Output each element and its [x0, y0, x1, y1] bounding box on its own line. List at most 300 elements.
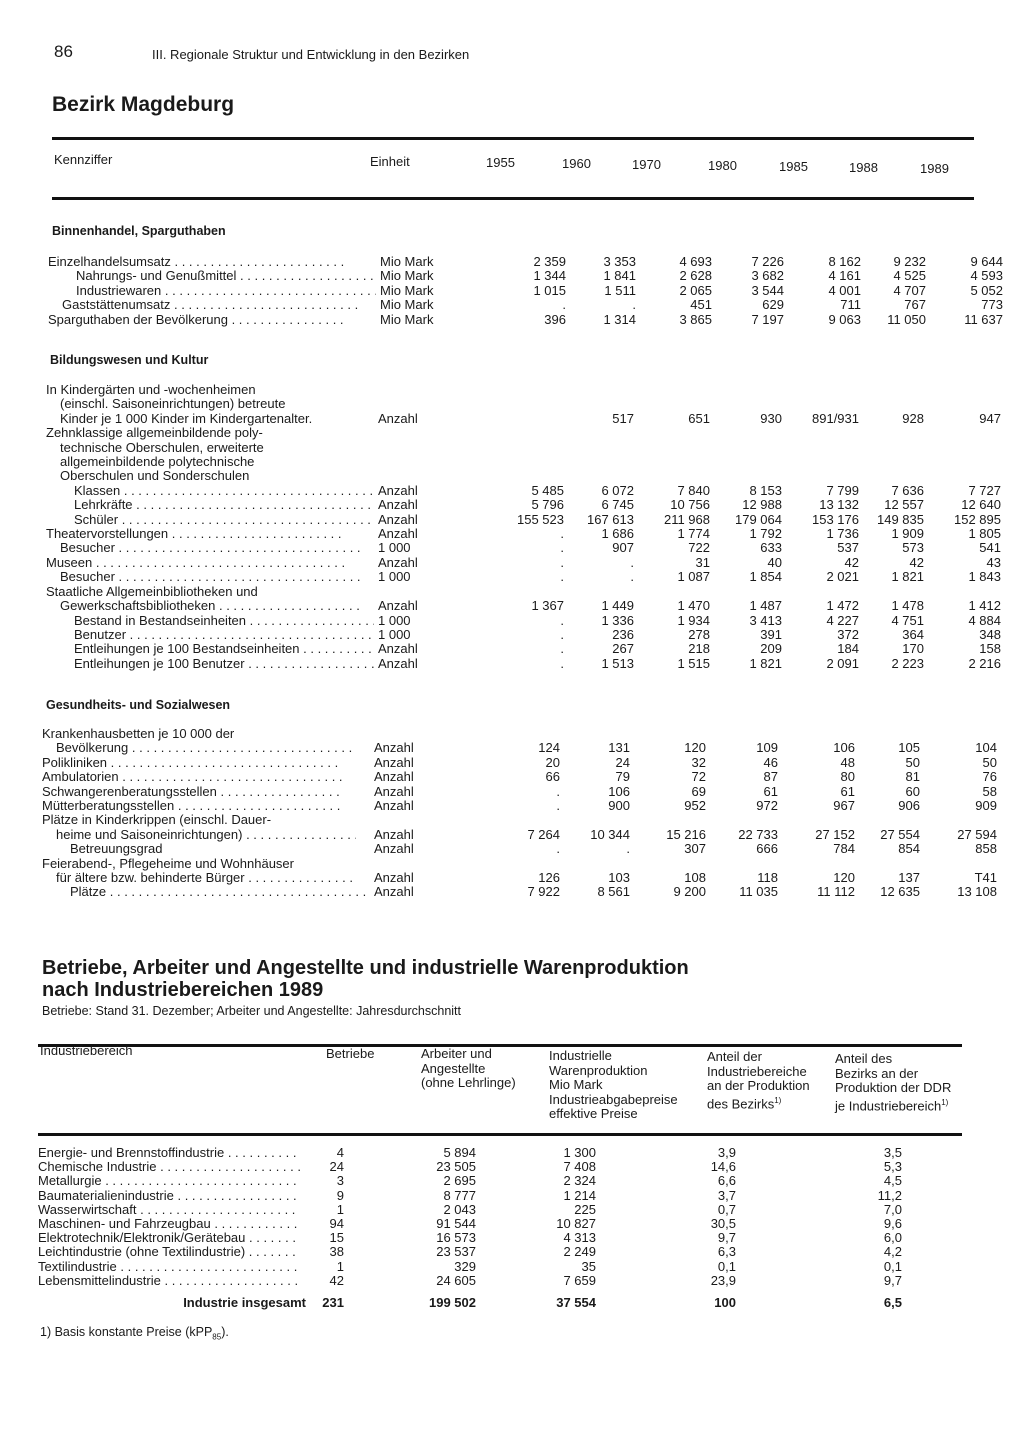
cell-1988: 137 [898, 870, 920, 886]
cell-1980: 61 [763, 783, 778, 799]
table2-title-line2: nach Industriebereichen 1989 [42, 979, 324, 1001]
cell-1980 [706, 813, 778, 827]
cell-1985: 2 091 [826, 655, 859, 671]
cell-1955: 7 922 [527, 884, 560, 900]
row-label: heime und Saisoneinrichtungen) . . . [42, 828, 356, 842]
cell-label: Lebensmittelindustrie . . . [38, 1274, 306, 1288]
cell-1970: 9 200 [673, 884, 706, 900]
cell-1985: 4 161 [828, 268, 861, 284]
cell-1955: . [560, 626, 564, 642]
cell-label: Maschinen- und Fahrzeugbau . . . [38, 1217, 306, 1231]
cell-1970 [630, 857, 706, 871]
cell-1985 [778, 857, 855, 871]
row-unit [374, 397, 458, 411]
cell-1970: 307 [684, 841, 706, 857]
cell-1980: 179 064 [735, 511, 782, 527]
cell-1955: 155 523 [517, 511, 564, 527]
total-row [38, 1288, 992, 1310]
cell-1988: 27 554 [880, 826, 920, 842]
table-row [48, 255, 1003, 269]
table-row [46, 527, 1001, 541]
row-unit: Anzahl [378, 482, 418, 498]
table-row [46, 412, 1001, 426]
page-number: 86 [54, 42, 73, 61]
row-unit: Anzahl [378, 497, 418, 513]
cell-label: Metallurgie . . . [38, 1174, 306, 1188]
cell-arbeiter: 8 777 [443, 1187, 476, 1203]
table-row [38, 1160, 992, 1174]
cell-1970: 1 087 [677, 569, 710, 585]
row-label: Theatervorstellungen . . . [46, 527, 346, 541]
row-label: Betreuungsgrad [70, 842, 163, 857]
row-unit: 1 000 [378, 612, 411, 628]
cell-1960: 106 [608, 783, 630, 799]
table-row [38, 1260, 992, 1274]
cell-anteil-ddr: 7,0 [883, 1201, 902, 1217]
cell-1985 [782, 397, 859, 411]
cell-1960: . [630, 554, 634, 570]
row-label: Ambulatorien . . . [42, 770, 342, 784]
cell-1960: 1 511 [604, 282, 636, 298]
table-row [38, 1174, 992, 1188]
cell-1988 [859, 426, 924, 440]
cell-1988 [859, 397, 924, 411]
table-row [48, 284, 1003, 298]
cell-1960: 1 841 [603, 268, 636, 284]
row-label: Industriewaren . . . [48, 284, 376, 298]
cell-1988 [859, 441, 924, 455]
row-label: Nahrungs- und Genußmittel . . . [48, 269, 376, 283]
header-line: Bezirks an der [835, 1065, 919, 1081]
cell-label: Leichtindustrie (ohne Textilindustrie) . . . [38, 1245, 306, 1259]
cell-1970: 1 934 [677, 612, 710, 628]
cell-1988: 170 [902, 641, 924, 657]
cell-betriebe: 4 [336, 1145, 344, 1160]
cell-anteil-bezirk: 30,5 [710, 1216, 736, 1232]
cell-1955 [454, 857, 560, 871]
cell-anteil-ddr: 11,2 [877, 1187, 902, 1203]
cell-produktion: 1 300 [563, 1145, 596, 1160]
header-line: Mio Mark [549, 1077, 603, 1092]
cell-1970: 1 470 [677, 598, 710, 614]
cell-1989: 152 895 [954, 511, 1001, 527]
cell-anteil-bezirk: 23,9 [710, 1272, 736, 1288]
cell-1989: 1 805 [968, 526, 1001, 542]
cell-1989: 4 884 [968, 612, 1001, 628]
cell-1955 [458, 412, 564, 426]
cell-1970: 32 [691, 754, 706, 770]
cell-1955: 126 [538, 870, 560, 886]
cell-1985 [782, 441, 859, 455]
cell-label: Energie- und Brennstoffindustrie . . . [38, 1146, 306, 1160]
cell-1989: 13 108 [957, 884, 997, 900]
cell-1989 [924, 383, 1001, 397]
cell-1955 [458, 469, 564, 483]
cell-1988 [859, 383, 924, 397]
cell-1960: 10 344 [590, 826, 630, 842]
cell-1960: 1 686 [601, 526, 634, 542]
cell-1960: . [630, 569, 634, 585]
year-header: 1985 [779, 159, 808, 174]
cell-1960: 103 [608, 870, 630, 886]
page-title: Bezirk Magdeburg [52, 93, 235, 116]
cell-1970 [630, 727, 706, 741]
cell-arbeiter: 23 537 [436, 1244, 476, 1260]
cell-1955 [458, 426, 564, 440]
year-header: 1988 [849, 160, 878, 175]
cell-1980: 972 [756, 798, 778, 814]
cell-1980: 8 153 [749, 482, 782, 498]
table-row [42, 885, 997, 899]
cell-anteil-ddr: 6,0 [883, 1230, 902, 1246]
year-header: 1955 [486, 155, 515, 170]
row-label: Mütterberatungsstellen . . . [42, 799, 342, 813]
cell-1970: 120 [684, 740, 706, 756]
cell-1988: 60 [905, 783, 920, 799]
cell-1960: 907 [612, 540, 634, 556]
cell-1985: 80 [840, 769, 855, 785]
cell-1980: 109 [756, 740, 778, 756]
cell-1985: 13 132 [819, 497, 859, 513]
cell-1980: 209 [760, 641, 782, 657]
cell-1960: . [632, 297, 636, 313]
cell-1985: 784 [833, 841, 855, 857]
row-unit: Mio Mark [380, 297, 434, 313]
cell-1989: 858 [975, 841, 997, 857]
table-row [42, 842, 997, 856]
cell-1955: 1 015 [533, 282, 566, 298]
row-unit [374, 585, 458, 599]
cell-1980 [710, 383, 782, 397]
cell-betriebe: 1 [336, 1258, 344, 1274]
cell-1960: . [626, 841, 630, 857]
table-row [46, 397, 1001, 411]
cell-1989: 27 594 [957, 826, 997, 842]
cell-produktion: 2 324 [563, 1173, 596, 1189]
cell-anteil-ddr: 3,5 [883, 1145, 902, 1160]
cell-arbeiter: 24 605 [436, 1272, 476, 1288]
cell-1955: . [560, 612, 564, 628]
cell-1955: . [560, 540, 564, 556]
row-label: Museen . . . [46, 556, 346, 570]
cell-1960: 1 314 [603, 311, 636, 327]
cell-anteil-bezirk: 6,3 [717, 1244, 736, 1260]
cell-1955: 66 [545, 769, 560, 785]
cell-1960: 267 [612, 641, 634, 657]
row-unit: Anzahl [374, 798, 414, 814]
cell-1980 [706, 727, 778, 741]
cell-1980: 11 035 [739, 884, 778, 900]
cell-1960: 1 449 [601, 598, 634, 614]
cell-1960 [560, 813, 630, 827]
row-label: Benutzer . . . [46, 628, 374, 642]
cell-1955: . [560, 526, 564, 542]
row-unit: Anzahl [378, 526, 418, 542]
row-unit: Anzahl [374, 841, 414, 857]
cell-1970: 10 756 [670, 497, 710, 513]
table-row [38, 1274, 992, 1288]
cell-1985: 184 [837, 641, 859, 657]
table-row [46, 455, 1001, 469]
cell-1955: 1 344 [533, 268, 566, 284]
cell-anteil-ddr: 0,1 [883, 1258, 902, 1274]
table1-top-rule [52, 137, 974, 140]
cell-1960: 8 561 [597, 884, 630, 900]
row-unit: 1 000 [378, 540, 411, 556]
cell-1970: 2 628 [679, 268, 712, 284]
row-unit: Anzahl [374, 769, 414, 785]
cell-1955 [458, 455, 564, 469]
cell-1980: 3 413 [749, 612, 782, 628]
cell-1985: 120 [833, 870, 855, 886]
table-industriebereiche [38, 1146, 992, 1310]
table-row [42, 813, 997, 827]
cell-1988: 1 478 [891, 598, 924, 614]
cell-1988 [855, 727, 920, 741]
cell-produktion: 35 [581, 1258, 596, 1274]
cell-label: Wasserwirtschaft . . . [38, 1203, 306, 1217]
row-label: Feierabend-, Pflegeheime und Wohnhäuser [42, 856, 294, 871]
cell-1960: 3 353 [603, 254, 636, 269]
cell-1955: . [556, 798, 560, 814]
row-label: Entleihungen je 100 Bestandseinheiten . . . [46, 642, 374, 656]
table2-title [42, 957, 742, 1001]
cell-1988: 906 [898, 798, 920, 814]
cell-1960 [564, 397, 634, 411]
table-row [46, 469, 1001, 483]
cell-anteil-bezirk: 0,1 [717, 1258, 736, 1274]
cell-1989 [924, 455, 1001, 469]
table2-title-line1: Betriebe, Arbeiter und Angestellte und industrielle Warenproduktion [42, 957, 689, 979]
cell-1985 [782, 585, 859, 599]
cell-1955: . [560, 554, 564, 570]
cell-1970 [634, 469, 710, 483]
cell-1989: 58 [982, 783, 997, 799]
row-label: Plätze in Kinderkrippen (einschl. Dauer- [42, 813, 272, 828]
cell-produktion: 1 214 [563, 1187, 596, 1203]
cell-1970: 952 [684, 798, 706, 814]
row-unit: 1 000 [378, 626, 411, 642]
table-row [46, 628, 1001, 642]
cell-1980 [710, 585, 782, 599]
row-unit: Anzahl [374, 870, 414, 886]
cell-1989: 348 [979, 626, 1001, 642]
cell-1985: 2 021 [826, 569, 859, 585]
row-unit: Anzahl [378, 598, 418, 614]
cell-anteil-bezirk: 0,7 [717, 1201, 736, 1217]
cell-anteil-bezirk: 100 [714, 1295, 736, 1311]
cell-1988: 1 909 [891, 526, 924, 542]
table-row [38, 1146, 992, 1160]
cell-1960 [564, 383, 634, 397]
cell-1970 [634, 426, 710, 440]
cell-1989: 773 [981, 297, 1003, 313]
cell-1989: T41 [974, 870, 997, 886]
cell-1988: 4 707 [893, 282, 926, 298]
cell-1988: 1 821 [891, 569, 924, 585]
cell-1955: 5 796 [531, 497, 564, 513]
row-label: Einzelhandelsumsatz . . . [48, 255, 348, 269]
footnote-mark: 1) [941, 1097, 949, 1107]
cell-1985: 967 [833, 798, 855, 814]
cell-1988: 50 [905, 754, 920, 770]
cell-1980: 40 [767, 554, 782, 570]
cell-1985: 4 001 [828, 282, 861, 298]
cell-1955 [458, 585, 564, 599]
cell-1980: 46 [763, 754, 778, 770]
row-label: technische Oberschulen, erweiterte [60, 440, 264, 455]
cell-label: Baumaterialienindustrie . . . [38, 1189, 306, 1203]
row-unit [370, 727, 454, 741]
cell-1985: 9 063 [828, 311, 861, 327]
table-row [42, 756, 997, 770]
cell-1985: 711 [840, 297, 861, 313]
cell-arbeiter: 2 043 [443, 1201, 476, 1217]
cell-1970: 1 515 [677, 655, 710, 671]
cell-1960: 6 072 [601, 482, 634, 498]
row-unit: Anzahl [378, 554, 418, 570]
cell-betriebe: 24 [329, 1159, 344, 1175]
row-unit: Anzahl [374, 740, 414, 756]
table-row [46, 484, 1001, 498]
cell-1955: 5 485 [531, 482, 564, 498]
cell-1980: 666 [756, 841, 778, 857]
cell-1985 [778, 813, 855, 827]
row-label: Besucher . . . [46, 541, 360, 555]
row-label: Bestand in Bestandseinheiten . . . [46, 614, 374, 628]
row-unit [370, 857, 454, 871]
header-line: Industrieabgabepreise [549, 1091, 678, 1107]
section-table [46, 383, 1001, 671]
cell-1960 [564, 441, 634, 455]
cell-1980: 1 792 [749, 526, 782, 542]
header-anteil-ddr [835, 1052, 951, 1113]
cell-1980: 629 [762, 297, 784, 313]
cell-1955: 396 [544, 311, 566, 327]
cell-1989: 947 [979, 410, 1001, 426]
cell-anteil-bezirk: 3,7 [717, 1187, 736, 1203]
cell-1970: 69 [691, 783, 706, 799]
table-row [38, 1217, 992, 1231]
row-label: Kinder je 1 000 Kinder im Kindergartenalter. [60, 411, 313, 426]
cell-1988: 928 [902, 410, 924, 426]
cell-1988: 573 [902, 540, 924, 556]
cell-1988: 364 [902, 626, 924, 642]
header-line: Industriebereiche [707, 1063, 807, 1079]
row-label: Oberschulen und Sonderschulen [60, 469, 250, 484]
cell-1970 [634, 455, 710, 469]
cell-1988 [855, 857, 920, 871]
cell-1955: 20 [545, 754, 560, 770]
cell-betriebe: 231 [322, 1295, 344, 1311]
table-row [42, 799, 997, 813]
table-row [42, 741, 997, 755]
cell-1988: 4 751 [891, 612, 924, 628]
header-kennziffer: Kennziffer [54, 152, 113, 167]
table-row [42, 785, 997, 799]
row-label: Sparguthaben der Bevölkerung . . . [48, 313, 348, 327]
cell-anteil-ddr: 6,5 [883, 1295, 902, 1311]
cell-produktion: 7 408 [563, 1159, 596, 1175]
table-row [46, 657, 1001, 671]
cell-1985: 1 472 [826, 598, 859, 614]
cell-1970: 7 840 [677, 482, 710, 498]
cell-1985: 7 799 [826, 482, 859, 498]
cell-1985: 153 176 [812, 511, 859, 527]
cell-1988: 4 525 [893, 268, 926, 284]
row-label: Polikliniken . . . [42, 756, 342, 770]
cell-anteil-bezirk: 6,6 [717, 1173, 736, 1189]
cell-1989 [924, 397, 1001, 411]
cell-produktion: 37 554 [556, 1295, 596, 1311]
cell-1960 [564, 426, 634, 440]
cell-1955: 1 367 [531, 598, 564, 614]
cell-1980 [710, 426, 782, 440]
row-label: für ältere bzw. behinderte Bürger . . . [42, 871, 356, 885]
cell-1985: 4 227 [826, 612, 859, 628]
cell-1989: 909 [975, 798, 997, 814]
header-arbeiter [421, 1047, 516, 1091]
cell-1989: 43 [986, 554, 1001, 570]
cell-1980 [710, 441, 782, 455]
cell-anteil-ddr: 9,7 [883, 1272, 902, 1288]
row-label: Zehnklassige allgemeinbildende poly- [46, 426, 263, 441]
cell-1989: 76 [982, 769, 997, 785]
row-label: Schwangerenberatungsstellen . . . [42, 785, 342, 799]
cell-1960: 131 [608, 740, 630, 756]
cell-1970: 278 [688, 626, 710, 642]
header-line: Anteil der [707, 1049, 762, 1064]
header-line: (ohne Lehrlinge) [421, 1075, 516, 1090]
cell-anteil-ddr: 4,2 [883, 1244, 902, 1260]
cell-1980: 1 487 [749, 598, 782, 614]
table-row [38, 1203, 992, 1217]
cell-1955: 124 [538, 740, 560, 756]
section-title: Bildungswesen und Kultur [50, 353, 209, 367]
table-row [48, 313, 1003, 327]
cell-1955 [458, 383, 564, 397]
cell-1980: 7 226 [751, 254, 784, 269]
cell-1989 [920, 857, 997, 871]
cell-1988 [859, 585, 924, 599]
cell-1960 [564, 469, 634, 483]
row-unit: Anzahl [374, 826, 414, 842]
table-row [46, 513, 1001, 527]
cell-1988: 11 050 [887, 311, 926, 327]
cell-1989 [924, 469, 1001, 483]
cell-1970 [634, 397, 710, 411]
cell-1955: 7 264 [527, 826, 560, 842]
cell-1955 [454, 727, 560, 741]
cell-label: Textilindustrie . . . [38, 1260, 306, 1274]
cell-1955: . [556, 783, 560, 799]
table2-header-rule [38, 1133, 962, 1136]
row-unit [374, 455, 458, 469]
cell-1989: 7 727 [968, 482, 1001, 498]
row-unit: Mio Mark [380, 254, 434, 269]
cell-betriebe: 1 [336, 1201, 344, 1217]
cell-1985 [782, 469, 859, 483]
table-row [38, 1245, 992, 1259]
section-table [48, 255, 1003, 327]
cell-1989: 1 843 [968, 569, 1001, 585]
section-title: Binnenhandel, Sparguthaben [52, 224, 226, 238]
table-row [42, 828, 997, 842]
cell-1985: 42 [844, 554, 859, 570]
cell-arbeiter: 91 544 [436, 1216, 476, 1232]
cell-label: Elektrotechnik/Elektronik/Gerätebau . . . [38, 1231, 306, 1245]
row-label: Gewerkschaftsbibliotheken . . . [46, 599, 360, 613]
